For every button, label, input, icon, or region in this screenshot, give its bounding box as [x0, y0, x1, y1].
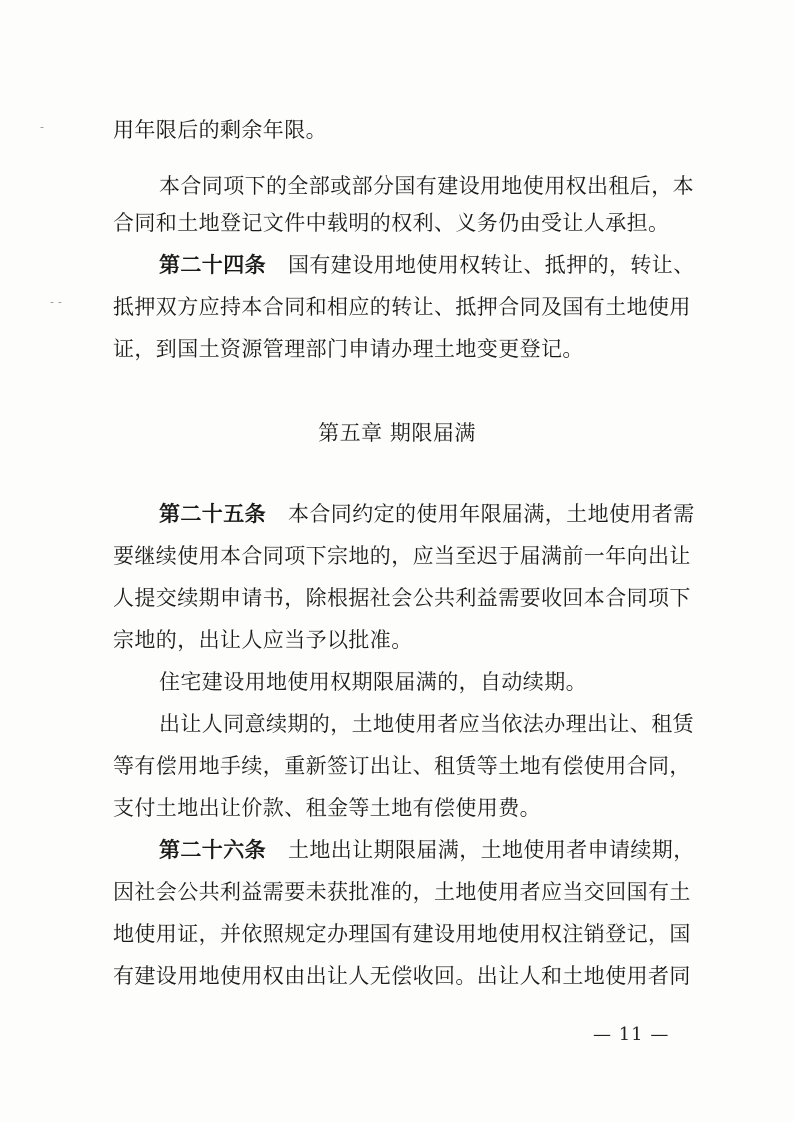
chapter-heading: 第五章 期限届满 — [318, 421, 476, 445]
text-line: 因社会公共利益需要未获批准的，土地使用者应当交回国有土 — [113, 880, 691, 904]
text-line: 本合同约定的使用年限届满，土地使用者需 — [288, 502, 695, 526]
article-24 — [159, 251, 695, 279]
text-line: 合同和土地登记文件中载明的权利、义务仍由受让人承担。 — [113, 211, 670, 235]
text-line: 证，到国土资源管理部门申请办理土地变更登记。 — [113, 337, 584, 361]
text-line: 国有建设用地使用权转让、抵押的，转让、 — [288, 253, 695, 277]
page-number: — 11 — — [593, 1024, 670, 1045]
text-line: 抵押双方应持本合同和相应的转让、抵押合同及国有土地使用 — [113, 295, 691, 319]
binding-mark-top: - — [40, 120, 45, 134]
text-line: 支付土地出让价款、租金等土地有偿使用费。 — [113, 796, 541, 820]
text-line: 地使用证，并依照规定办理国有建设用地使用权注销登记，国 — [113, 922, 691, 946]
article-number: 第二十五条 — [159, 502, 266, 526]
text-line: 人提交续期申请书，除根据社会公共利益需要收回本合同项下 — [113, 586, 691, 610]
article-number: 第二十六条 — [159, 838, 266, 862]
text-line: 出让人同意续期的，土地使用者应当依法办理出让、租赁 — [159, 712, 694, 736]
text-line: 要继续使用本合同项下宗地的，应当至迟于届满前一年向出让 — [113, 544, 691, 568]
text-line: 住宅建设用地使用权期限届满的，自动续期。 — [159, 670, 587, 694]
text-line: 土地出让期限届满，土地使用者申请续期， — [288, 838, 695, 862]
text-line: 等有偿用地手续，重新签订出让、租赁等土地有偿使用合同， — [113, 754, 691, 778]
article-25 — [159, 500, 695, 528]
text-line: 用年限后的剩余年限。 — [113, 118, 327, 142]
article-number: 第二十四条 — [159, 253, 266, 277]
text-line: 有建设用地使用权由出让人无偿收回。出让人和土地使用者同 — [113, 964, 691, 988]
text-line: 宗地的，出让人应当予以批准。 — [113, 628, 413, 652]
article-26 — [159, 836, 695, 864]
text-line: 本合同项下的全部或部分国有建设用地使用权出租后，本 — [159, 174, 694, 198]
binding-mark-middle: - - — [50, 295, 62, 309]
